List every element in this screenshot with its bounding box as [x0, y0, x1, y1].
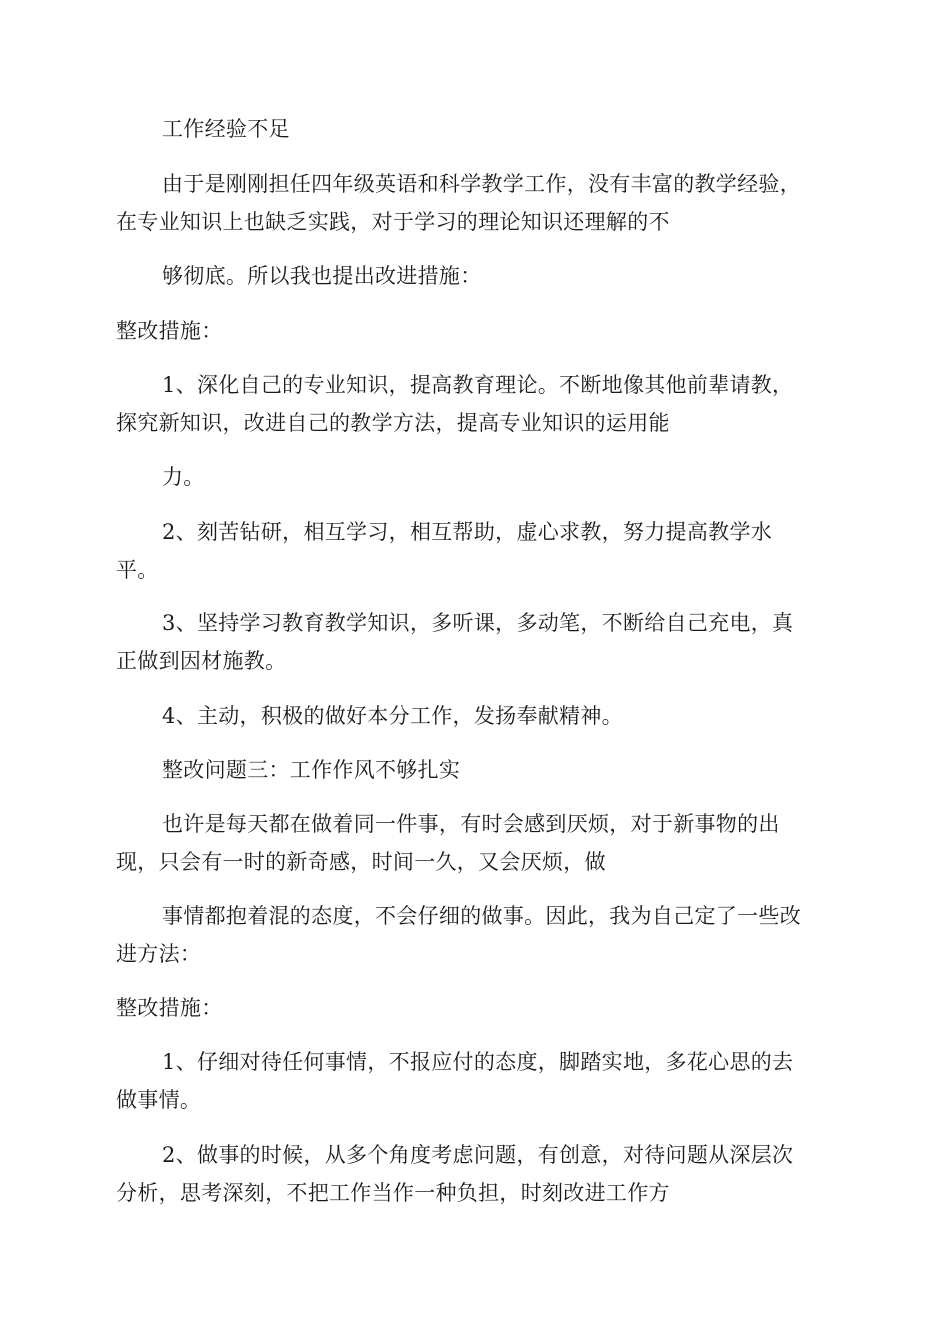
paragraph-line: 事情都抱着混的态度，不会仔细的做事。因此，我为自己定了一些改	[162, 904, 801, 928]
paragraph-line: 分析，思考深刻，不把工作当作一种负担，时刻改进工作方	[116, 1181, 670, 1205]
paragraph-line: 3、坚持学习教育教学知识，多听课，多动笔，不断给自己充电，真	[162, 611, 794, 635]
paragraph-issue-three	[116, 751, 836, 789]
paragraph-line: 由于是刚刚担任四年级英语和科学教学工作，没有丰富的教学经验，	[162, 172, 801, 196]
paragraph-line: 4、主动，积极的做好本分工作，发扬奉献精神。	[162, 704, 623, 728]
paragraph-line: 正做到因材施教。	[116, 649, 287, 673]
paragraph-issue-three-cont	[116, 897, 836, 973]
paragraph-measure-1	[116, 366, 836, 442]
paragraph-line: 现，只会有一时的新奇感，时间一久，又会厌烦，做	[116, 850, 606, 874]
paragraph-measure-3	[116, 604, 836, 680]
paragraph-line: 整改问题三：工作作风不够扎实	[162, 758, 461, 782]
paragraph-line: 够彻底。所以我也提出改进措施：	[162, 264, 482, 288]
paragraph-line: 在专业知识上也缺乏实践，对于学习的理论知识还理解的不	[116, 210, 670, 234]
paragraph-line: 1、仔细对待任何事情，不报应付的态度，脚踏实地，多花心思的去	[162, 1050, 794, 1074]
paragraph-line: 探究新知识，改进自己的教学方法，提高专业知识的运用能	[116, 411, 670, 435]
paragraph-measure-2	[116, 513, 836, 589]
paragraph-experience-desc	[116, 165, 836, 241]
paragraph-heading-experience	[116, 110, 836, 148]
paragraph-measure-4	[116, 697, 836, 735]
paragraph-measure-2-2	[116, 1136, 836, 1212]
paragraph-measure-1-cont	[116, 458, 836, 496]
paragraph-measures-title-2	[116, 989, 836, 1027]
paragraph-line: 平。	[116, 558, 159, 582]
paragraph-line: 工作经验不足	[162, 117, 290, 141]
paragraph-line: 整改措施：	[116, 996, 223, 1020]
paragraph-line: 进方法：	[116, 942, 202, 966]
paragraph-measures-title	[116, 312, 836, 350]
paragraph-line: 力。	[162, 465, 205, 489]
paragraph-experience-cont	[116, 257, 836, 295]
paragraph-line: 2、做事的时候，从多个角度考虑问题，有创意，对待问题从深层次	[162, 1143, 794, 1167]
paragraph-line: 1、深化自己的专业知识，提高教育理论。不断地像其他前辈请教，	[162, 373, 794, 397]
paragraph-line: 整改措施：	[116, 319, 223, 343]
paragraph-issue-three-desc	[116, 805, 836, 881]
paragraph-line: 2、刻苦钻研，相互学习，相互帮助，虚心求教，努力提高教学水	[162, 520, 773, 544]
paragraph-line: 做事情。	[116, 1088, 202, 1112]
paragraph-measure-2-1	[116, 1043, 836, 1119]
paragraph-line: 也许是每天都在做着同一件事，有时会感到厌烦，对于新事物的出	[162, 812, 780, 836]
